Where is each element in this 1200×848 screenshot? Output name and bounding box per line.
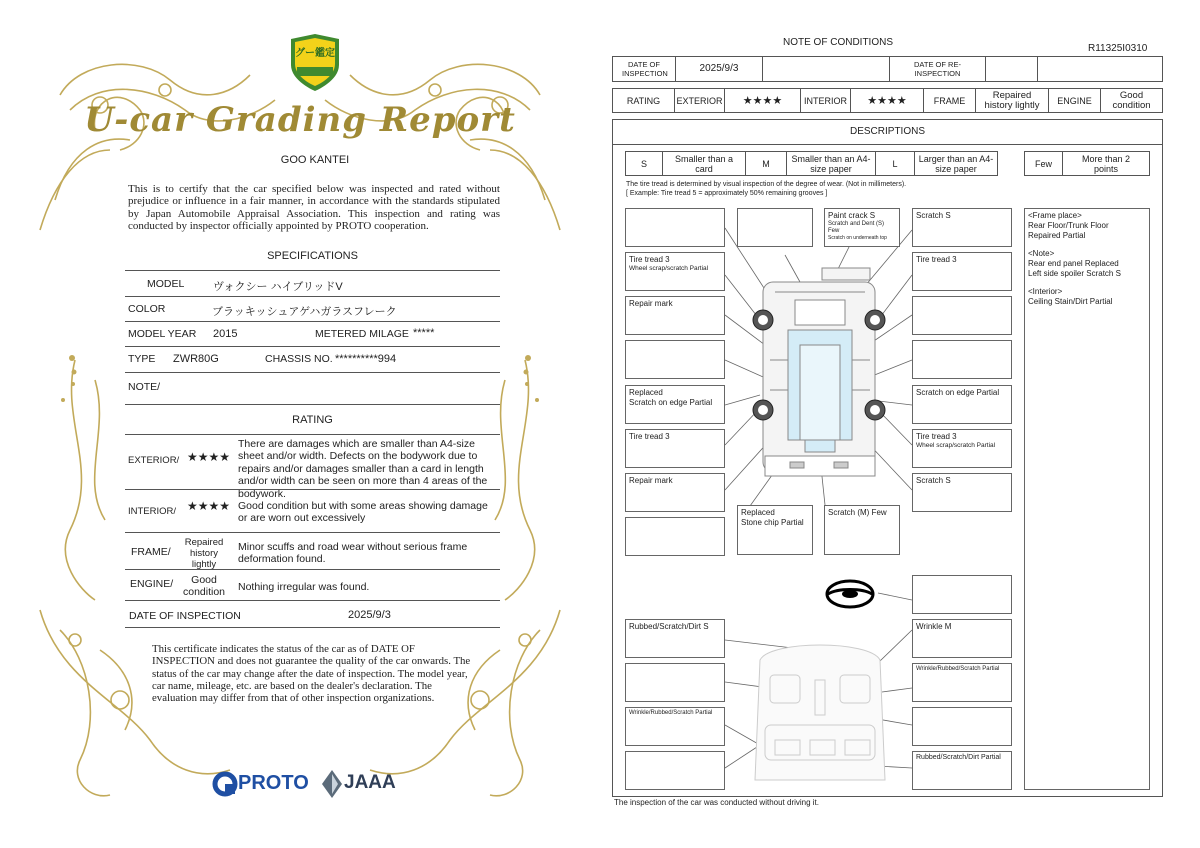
color-label: COLOR (128, 303, 166, 315)
rating-label: RATING (612, 88, 675, 113)
tire-note-2: [ Example: Tire tread 5 = approximately 50% remaining grooves ] (626, 190, 828, 197)
interior-description: Good condition but with some areas showing damage or are worn out excessively (238, 500, 488, 525)
divider (125, 270, 500, 271)
date-inspection-value: 2025/9/3 (675, 56, 763, 82)
type-value: ZWR80G (173, 353, 219, 365)
frame-value: Repaired history lightly (184, 537, 224, 570)
model-year-value: 2015 (213, 328, 238, 340)
note-label: NOTE/ (128, 381, 161, 393)
badge-text: グー鑑定 (295, 48, 335, 59)
desc-box-wrinkle-right: Wrinkle/Rubbed/Scratch Partial (912, 663, 1012, 702)
steering-wheel-icon (827, 581, 873, 607)
desc-box-wrinkle-m: Wrinkle M (912, 619, 1012, 658)
frame-label: FRAME/ (131, 546, 171, 558)
exterior-value: ★★★★ (724, 88, 801, 113)
date-of-inspection-label: DATE OF INSPECTION (129, 610, 241, 622)
desc-box-tire-front-left: Tire tread 3 Wheel scrap/scratch Partial (625, 252, 725, 291)
divider (125, 569, 500, 570)
date-inspection-label: DATE OF INSPECTION (612, 56, 676, 82)
model-year-label: MODEL YEAR (128, 328, 197, 340)
desc-box-rubbed-right: Rubbed/Scratch/Dirt Partial (912, 751, 1012, 790)
desc-box-right-4 (912, 340, 1012, 379)
chassis-value: **********994 (335, 353, 397, 365)
desc-box-wrinkle-left: Wrinkle/Rubbed/Scratch Partial (625, 707, 725, 746)
model-value: ヴォクシー ハイブリッドV (213, 281, 343, 293)
interior-value: ★★★★ (850, 88, 924, 113)
logo-row (210, 768, 410, 800)
jaaa-logo-icon (322, 770, 342, 798)
desc-box-left-13 (625, 751, 725, 790)
desc-box-left-11 (625, 663, 725, 702)
side-notes-panel: <Frame place> Rear Floor/Trunk Floor Repaired Partial <Note> Rear end panel Replaced Left side spoiler Scratch S <Interior> Ceiling Stain/Dirt Partial (1024, 208, 1150, 790)
legend-key-few: Few (1024, 151, 1063, 176)
desc-box-replaced-1: Replaced Scratch on edge Partial (625, 385, 725, 424)
desc-box-scratch-edge: Scratch on edge Partial (912, 385, 1012, 424)
desc-box-right-3 (912, 296, 1012, 335)
divider (125, 434, 500, 435)
desc-box-left-4 (625, 340, 725, 379)
descriptions-title: DESCRIPTIONS (612, 119, 1163, 145)
engine-value: Good condition (1100, 88, 1163, 113)
goo-kantei-badge-icon (287, 33, 343, 93)
legend-key-s: S (625, 151, 663, 176)
chassis-label: CHASSIS NO. (265, 353, 333, 365)
divider (125, 489, 500, 490)
divider (125, 346, 500, 347)
legend-text-m: Smaller than an A4-size paper (786, 151, 876, 176)
certificate-subtitle: GOO KANTEI (280, 154, 350, 166)
desc-box-tire-rear-right: Tire tread 3 Wheel scrap/scratch Partial (912, 429, 1012, 468)
date-of-inspection-value: 2025/9/3 (348, 609, 391, 621)
divider (125, 600, 500, 601)
reinspection-label: DATE OF RE-INSPECTION (889, 56, 986, 82)
color-value: ブラッキッシュアゲハガラスフレーク (212, 306, 397, 318)
frame-label: FRAME (923, 88, 976, 113)
desc-box-scratch-m: Scratch (M) Few (824, 505, 900, 555)
desc-box-right-12 (912, 707, 1012, 746)
desc-box-left-9 (625, 517, 725, 556)
legend-key-m: M (745, 151, 787, 176)
legend-text-few: More than 2 points (1062, 151, 1150, 176)
legend-key-l: L (875, 151, 915, 176)
divider (125, 532, 500, 533)
note-of-conditions (600, 0, 1200, 848)
type-label: TYPE (128, 353, 156, 365)
desc-box-top-middle (737, 208, 813, 247)
reference-number: R11325I0310 (1088, 43, 1148, 54)
engine-value: Good condition (182, 574, 226, 598)
desc-box-scratch-s-2: Scratch S (912, 473, 1012, 512)
proto-logo-icon (212, 771, 238, 797)
exterior-label: EXTERIOR (674, 88, 725, 113)
divider (125, 404, 500, 405)
certificate-intro: This is to certify that the car specified below was inspected and rated without prejudice or influence in a fair manner, in accordance with the standards stipulated by Japan Automobile Appraisal Association. This inspection and rating was conducted by inspector officially appointed by PROTO cooperation. (128, 183, 500, 233)
specifications-title: SPECIFICATIONS (267, 250, 358, 262)
rating-title: RATING (292, 414, 333, 426)
divider (125, 296, 500, 297)
desc-box-repair-mark-2: Repair mark (625, 473, 725, 512)
desc-box-tire-rear-left: Tire tread 3 (625, 429, 725, 468)
legend-text-s: Smaller than a card (662, 151, 746, 176)
tire-note-1: The tire tread is determined by visual inspection of the degree of wear. (Not in millimeters). (626, 181, 907, 188)
frame-value: Repaired history lightly (975, 88, 1049, 113)
desc-box-tire-front-right: Tire tread 3 (912, 252, 1012, 291)
desc-box-paint-crack: Paint crack S Scratch and Dent (S) Few Scratch on underneath top (824, 208, 900, 247)
note-title: NOTE OF CONDITIONS (783, 37, 893, 48)
note-footer: The inspection of the car was conducted without driving it. (614, 798, 819, 807)
engine-description: Nothing irregular was found. (238, 581, 370, 593)
divider (125, 372, 500, 373)
divider (125, 321, 500, 322)
exterior-label: EXTERIOR/ (128, 455, 180, 466)
certificate-title: U-car Grading Report (84, 100, 516, 140)
engine-label: ENGINE (1048, 88, 1101, 113)
interior-stars: ★★★★ (187, 499, 231, 513)
model-label: MODEL (147, 278, 185, 290)
proto-logo-text: PROTO (238, 772, 309, 794)
desc-box-front-left (625, 208, 725, 247)
certificate-footer: This certificate indicates the status of the car as of DATE OF INSPECTION and does not guarantee the quality of the car onwards. The status of the car may change after the date of inspection. The model year, car name, mileage, etc. are based on the dealer's declaration. The evaluation may differ from that of other inspection organizations. (152, 643, 471, 705)
exterior-description: There are damages which are smaller than A4-size sheet and/or width. Defects on the bodywork due to repairs and/or damages smaller than a card in length and/or width can be seen on more than 4 areas of the bodywork. (238, 438, 488, 500)
frame-description: Minor scuffs and road wear without serious frame deformation found. (238, 541, 468, 566)
divider (125, 627, 500, 628)
exterior-stars: ★★★★ (187, 450, 231, 464)
mileage-value: ***** (413, 327, 435, 339)
desc-box-steering (912, 575, 1012, 614)
mileage-label: METERED MILAGE (315, 328, 409, 340)
interior-label: INTERIOR/ (128, 506, 177, 517)
legend-text-l: Larger than an A4-size paper (914, 151, 998, 176)
desc-box-scratch-s-top: Scratch S (912, 208, 1012, 247)
engine-label: ENGINE/ (130, 578, 174, 590)
desc-box-repair-mark-1: Repair mark (625, 296, 725, 335)
interior-label: INTERIOR (800, 88, 851, 113)
desc-box-rubbed: Rubbed/Scratch/Dirt S (625, 619, 725, 658)
jaaa-logo-text: JAAA (344, 772, 396, 793)
desc-box-replaced-2: Replaced Stone chip Partial (737, 505, 813, 555)
